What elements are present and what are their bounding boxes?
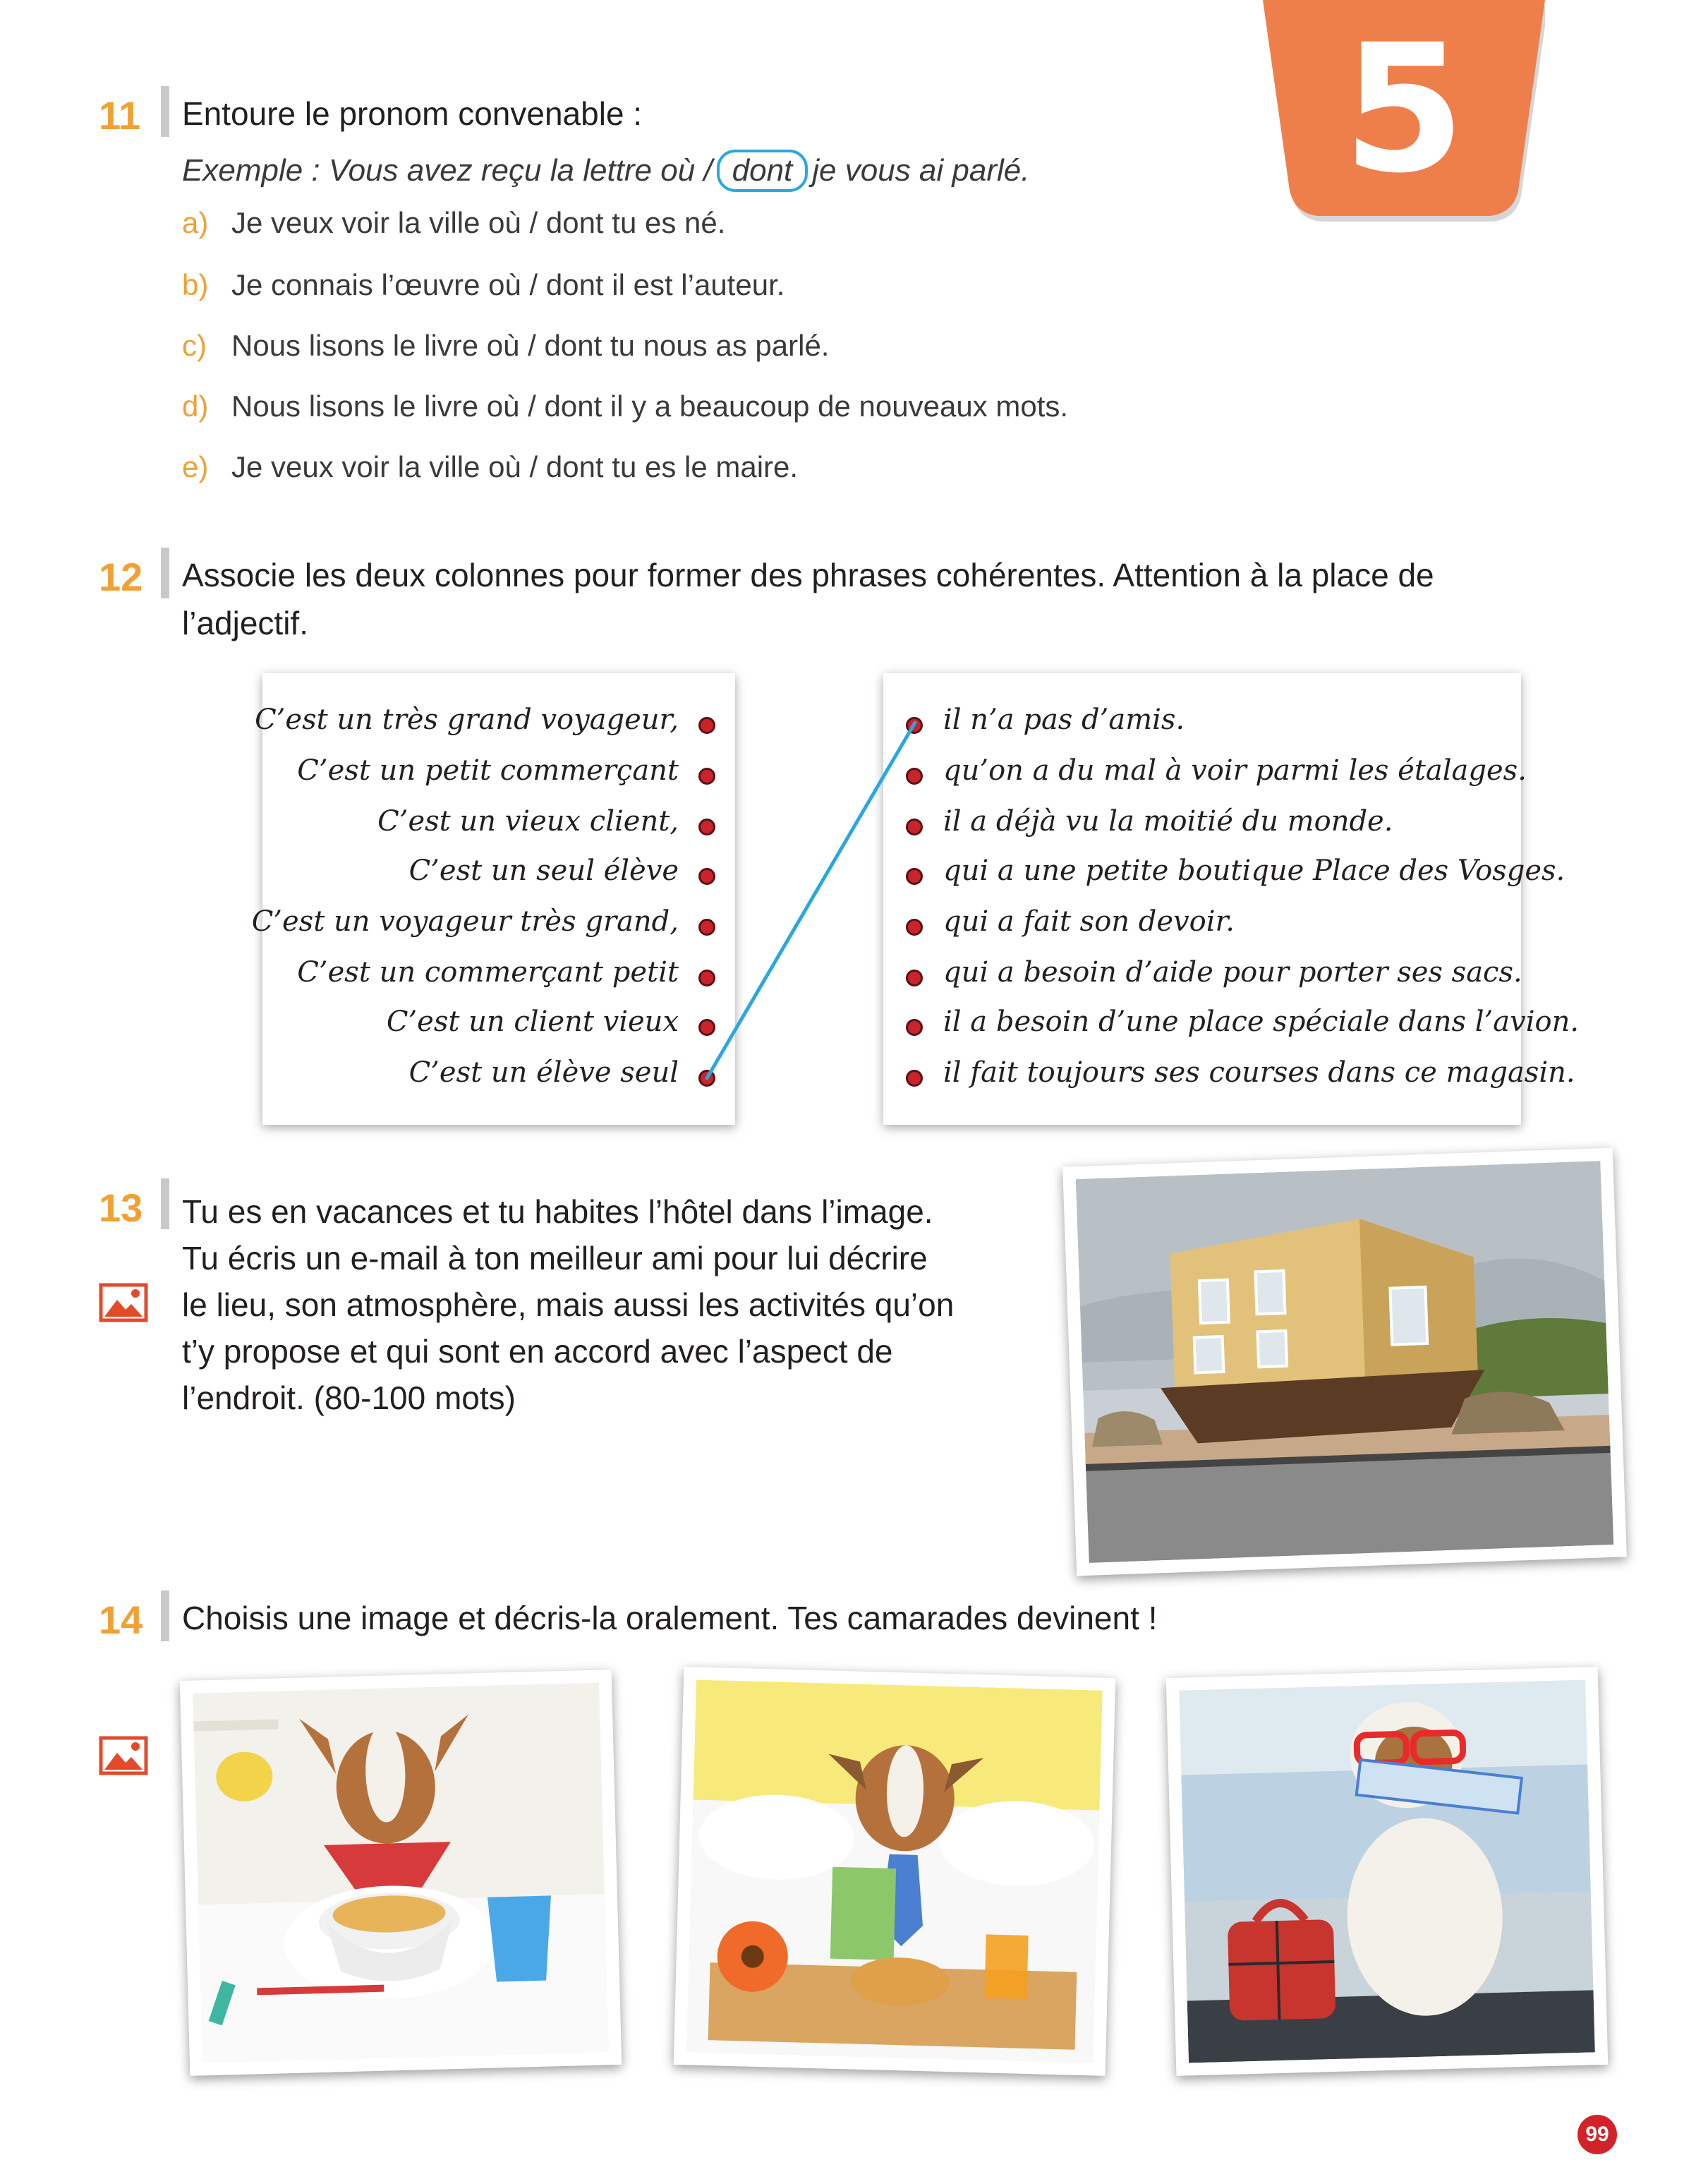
left-phrase[interactable]: C’est un très grand voyageur, [255, 704, 679, 736]
item-letter: d) [182, 390, 209, 423]
exercise-number: 14 [99, 1598, 143, 1642]
item-letter: e) [182, 450, 209, 483]
photo-dog-hotel-bed [674, 1667, 1116, 2076]
example-connector-line [707, 723, 915, 1078]
image-icon [99, 1736, 148, 1775]
exercise-text-line: l’endroit. (80-100 mots) [182, 1380, 516, 1416]
dog-travel-image [1179, 1680, 1595, 2063]
image-icon [99, 1283, 148, 1322]
item-letter: a) [182, 206, 209, 239]
right-phrase[interactable]: qu’on a du mal à voir parmi les étalages. [943, 754, 1527, 787]
exercise-number: 11 [99, 93, 141, 138]
photo-upside-down-house [1062, 1148, 1627, 1576]
item-letter: c) [182, 329, 207, 362]
photo-dog-travel [1166, 1667, 1609, 2076]
right-phrase[interactable]: il a besoin d’une place spéciale dans l’avion. [943, 1006, 1580, 1038]
left-phrase[interactable]: C’est un voyageur très grand, [251, 905, 679, 938]
left-phrase[interactable]: C’est un petit commerçant [297, 754, 679, 787]
example-before: Exemple : Vous avez reçu la lettre où / [182, 153, 713, 188]
exercise-bar [161, 1178, 169, 1229]
right-phrase[interactable]: il n’a pas d’amis. [943, 704, 1185, 736]
right-phrase[interactable]: il a déjà vu la moitié du monde. [943, 805, 1393, 838]
left-phrase[interactable]: C’est un commerçant petit [297, 956, 679, 989]
right-phrase[interactable]: qui a besoin d’aide pour porter ses sacs. [943, 956, 1522, 989]
item-text: Nous lisons le livre où / dont tu nous as parlé. [231, 329, 830, 362]
right-phrase[interactable]: il fait toujours ses courses dans ce magasin. [943, 1056, 1575, 1089]
right-phrase[interactable]: qui a fait son devoir. [943, 905, 1235, 938]
item-text: Je connais l’œuvre où / dont il est l’auteur. [231, 268, 785, 301]
exercise-text-line: Tu es en vacances et tu habites l’hôtel dans l’image. [182, 1193, 933, 1230]
item-text: Je veux voir la ville où / dont tu es le maire. [231, 450, 799, 483]
dog-hotel-bed-image [686, 1680, 1103, 2063]
exercise-text-line: t’y propose et qui sont en accord avec l’aspect de [182, 1333, 893, 1370]
exercise-title: Choisis une image et décris-la oralement. Tes camarades devinent ! [182, 1600, 1158, 1636]
right-phrase[interactable]: qui a une petite boutique Place des Vosges. [943, 855, 1565, 887]
left-phrase[interactable]: C’est un élève seul [408, 1056, 679, 1089]
page-number: 99 [1577, 2115, 1617, 2154]
chapter-number: 5 [1343, 6, 1465, 212]
example-circled-word: dont [717, 150, 808, 192]
exercise-title: Entoure le pronom convenable : [182, 95, 643, 132]
item-text: Nous lisons le livre où / dont il y a beaucoup de nouveaux mots. [231, 390, 1069, 423]
photo-dog-breakfast [180, 1670, 622, 2076]
exercise-title-line2: l’adjectif. [182, 605, 308, 641]
item-text: Je veux voir la ville où / dont tu es né. [231, 206, 726, 239]
exercise-number: 13 [99, 1185, 143, 1230]
exercise-title-line1: Associe les deux colonnes pour former des phrases cohérentes. Attention à la place de [182, 557, 1434, 593]
left-phrase[interactable]: C’est un seul élève [408, 855, 679, 887]
exercise-text-line: Tu écris un e-mail à ton meilleur ami pour lui décrire [182, 1240, 928, 1276]
upside-down-house-image [1076, 1161, 1614, 1563]
item-letter: b) [182, 268, 209, 301]
left-phrase[interactable]: C’est un client vieux [386, 1006, 679, 1038]
exercise-text-line: le lieu, son atmosphère, mais aussi les activités qu’on [182, 1286, 955, 1323]
left-phrase[interactable]: C’est un vieux client, [377, 805, 679, 838]
dog-breakfast-image [193, 1683, 609, 2063]
exercise-bar [161, 1590, 169, 1641]
example-after: je vous ai parlé. [812, 153, 1030, 188]
exercise-number: 12 [99, 555, 143, 599]
